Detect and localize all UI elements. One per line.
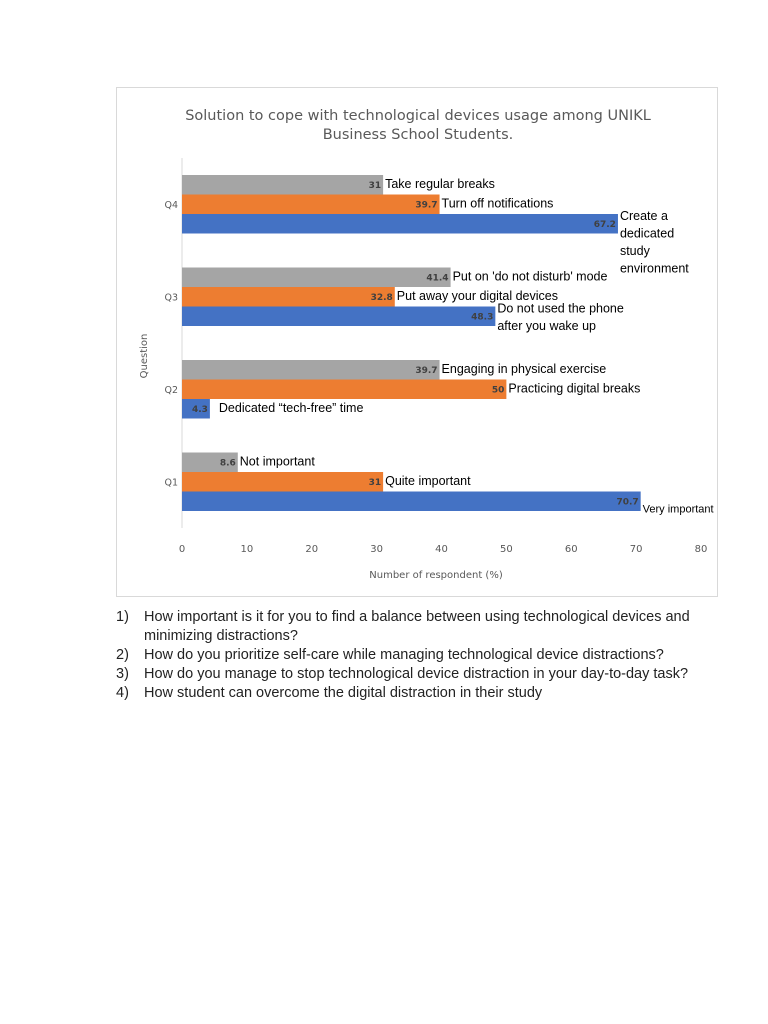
question-text: How do you manage to stop technological device distraction in your day-to-day task?	[144, 666, 689, 682]
bar-annotation: Take regular breaks	[385, 177, 495, 191]
bar	[182, 492, 641, 512]
bar-annotation: Engaging in physical exercise	[441, 362, 607, 376]
bar-value-label: 39.7	[415, 366, 438, 376]
bar	[182, 214, 618, 234]
bar-value-label: 70.7	[616, 497, 639, 508]
bar	[182, 195, 440, 215]
bar-annotation: dedicated	[619, 226, 675, 241]
bar-annotation: Not important	[239, 454, 315, 469]
question-number: 4)	[116, 685, 129, 701]
bar-value-label: 41.4	[426, 273, 449, 284]
bar-value-label: 48.3	[471, 312, 494, 323]
bar-annotation: Practicing digital breaks	[508, 381, 641, 396]
question-item	[116, 684, 696, 703]
bar-annotation: Dedicated “tech-free” time	[218, 401, 364, 415]
question-text: How student can overcome the digital distraction in their study	[144, 685, 543, 701]
bar-annotation: Put away your digital devices	[396, 289, 558, 303]
bar-annotation: study	[619, 244, 650, 258]
bar-value-label: 39.7	[415, 200, 438, 211]
x-tick-label: 80	[694, 544, 708, 555]
bar	[182, 287, 395, 307]
question-number: 2)	[116, 647, 129, 663]
bar-chart	[117, 88, 717, 596]
chart-frame	[116, 87, 718, 597]
bar-annotation: Very important	[642, 503, 714, 516]
bar-value-label: 32.8	[370, 293, 393, 303]
chart-title-line-2: Business School Students.	[322, 127, 514, 143]
x-axis-title: Number of respondent (%)	[369, 570, 503, 581]
y-tick-label: Q4	[164, 199, 178, 211]
y-tick-label: Q3	[164, 292, 178, 304]
question-item	[116, 608, 696, 646]
bar-annotation: Turn off notifications	[441, 196, 554, 211]
bar	[182, 268, 451, 288]
x-tick-label: 60	[564, 544, 578, 555]
x-tick-label: 20	[305, 544, 319, 555]
x-tick-label: 40	[435, 544, 448, 555]
x-tick-label: 0	[178, 544, 186, 555]
question-text: How important is it for you to find a balance between using technological devices and minimizing distractions?	[144, 609, 690, 644]
chart-title-line-1: Solution to cope with technological devices usage among UNIKL	[185, 108, 651, 124]
question-list	[116, 608, 696, 703]
x-tick-label: 10	[240, 544, 254, 555]
bar-annotation: Do not used the phone	[497, 301, 624, 316]
bar	[182, 472, 383, 492]
x-tick-label: 70	[629, 544, 643, 555]
bar	[182, 380, 506, 400]
question-text: How do you prioritize self-care while managing technological device distractions?	[144, 647, 664, 663]
bar-annotation: Put on 'do not disturb' mode	[452, 269, 608, 284]
question-number: 3)	[116, 666, 129, 682]
bar-value-label: 31	[368, 181, 382, 191]
question-item	[116, 665, 696, 684]
bar	[182, 175, 383, 195]
x-tick-label: 30	[370, 544, 383, 555]
bar-value-label: 4.3	[191, 405, 208, 415]
bar-annotation: environment	[619, 261, 689, 276]
question-item	[116, 646, 696, 665]
x-tick-label: 50	[500, 544, 513, 555]
question-number: 1)	[116, 609, 129, 625]
bar-value-label: 8.6	[219, 458, 236, 469]
bar-value-label: 50	[491, 385, 505, 396]
bar-annotation: Quite important	[385, 474, 471, 488]
y-tick-label: Q2	[164, 384, 178, 396]
y-tick-label: Q1	[164, 477, 178, 489]
bar	[182, 360, 440, 380]
plot-area	[164, 158, 713, 555]
bar	[182, 307, 495, 327]
bar-value-label: 67.2	[593, 220, 616, 230]
bar-annotation: Create a	[619, 209, 668, 223]
bar-value-label: 31	[368, 478, 382, 488]
y-axis-title: Question	[139, 333, 150, 379]
bar-annotation: after you wake up	[497, 319, 597, 333]
